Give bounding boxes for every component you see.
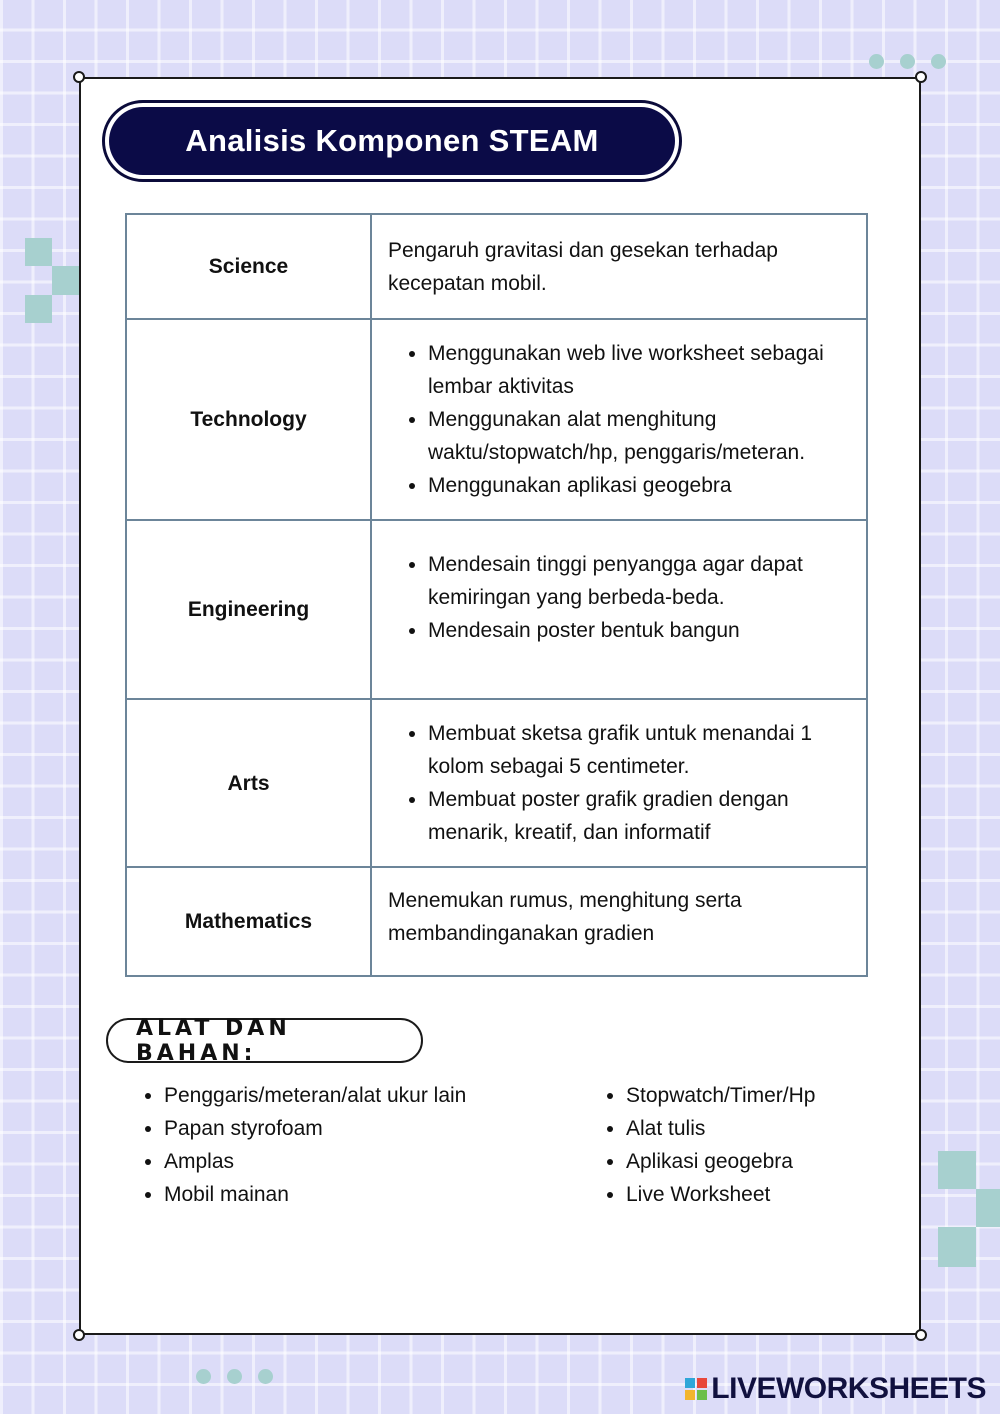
list-item: • Menggunakan aplikasi geogebra xyxy=(428,469,850,502)
decor-square xyxy=(25,238,52,266)
decor-dot xyxy=(258,1369,273,1384)
component-label: Science xyxy=(126,214,371,319)
list-item: • Amplas xyxy=(164,1145,466,1178)
card-corner xyxy=(915,1329,927,1341)
card-corner xyxy=(73,71,85,83)
decor-dot xyxy=(196,1369,211,1384)
list-item: • Papan styrofoam xyxy=(164,1112,466,1145)
title-banner xyxy=(102,100,682,182)
decor-dot xyxy=(869,54,884,69)
decor-square xyxy=(52,266,79,295)
component-label: Engineering xyxy=(126,520,371,699)
steam-table xyxy=(125,213,868,977)
bullet-list xyxy=(388,717,850,849)
component-label: Mathematics xyxy=(126,867,371,976)
decor-dot xyxy=(900,54,915,69)
component-description xyxy=(371,319,867,520)
table-row xyxy=(126,214,867,319)
liveworksheets-logo-icon xyxy=(685,1378,707,1400)
decor-dot xyxy=(931,54,946,69)
list-item: • Live Worksheet xyxy=(626,1178,815,1211)
component-description xyxy=(371,699,867,867)
list-item: • Stopwatch/Timer/Hp xyxy=(626,1079,815,1112)
list-item: • Mobil mainan xyxy=(164,1178,466,1211)
bullet-list xyxy=(388,337,850,502)
table-row xyxy=(126,699,867,867)
decor-dot xyxy=(227,1369,242,1384)
card-corner xyxy=(73,1329,85,1341)
list-item: • Penggaris/meteran/alat ukur lain xyxy=(164,1079,466,1112)
table-row xyxy=(126,520,867,699)
list-item: • Mendesain tinggi penyangga agar dapat kemiringan yang berbeda-beda. xyxy=(428,548,850,614)
list-item: • Menggunakan web live worksheet sebagai lembar aktivitas xyxy=(428,337,850,403)
component-description xyxy=(371,520,867,699)
table-row xyxy=(126,319,867,520)
page-title: Analisis Komponen STEAM xyxy=(109,107,675,175)
component-description: Menemukan rumus, menghitung serta membandinganakan gradien xyxy=(371,867,867,976)
decor-square xyxy=(938,1151,976,1189)
brand-name: LIVEWORKSHEETS xyxy=(711,1372,986,1405)
decor-square xyxy=(938,1227,976,1267)
list-item: • Alat tulis xyxy=(626,1112,815,1145)
list-item: • Menggunakan alat menghitung waktu/stopwatch/hp, penggaris/meteran. xyxy=(428,403,850,469)
decor-square xyxy=(976,1189,1000,1227)
component-description: Pengaruh gravitasi dan gesekan terhadap kecepatan mobil. xyxy=(371,214,867,319)
list-item: • Mendesain poster bentuk bangun xyxy=(428,614,850,647)
liveworksheets-brand[interactable] xyxy=(685,1372,986,1406)
materials-list-right xyxy=(601,1079,815,1211)
component-label: Arts xyxy=(126,699,371,867)
decor-square xyxy=(25,295,52,323)
list-item: • Membuat sketsa grafik untuk menandai 1 kolom sebagai 5 centimeter. xyxy=(428,717,850,783)
component-label: Technology xyxy=(126,319,371,520)
card-corner xyxy=(915,71,927,83)
section-heading: ALAT DAN BAHAN: xyxy=(106,1018,423,1063)
bullet-list xyxy=(388,548,850,647)
list-item: • Aplikasi geogebra xyxy=(626,1145,815,1178)
materials-list-left xyxy=(139,1079,466,1211)
list-item: • Membuat poster grafik gradien dengan menarik, kreatif, dan informatif xyxy=(428,783,850,849)
table-row xyxy=(126,867,867,976)
